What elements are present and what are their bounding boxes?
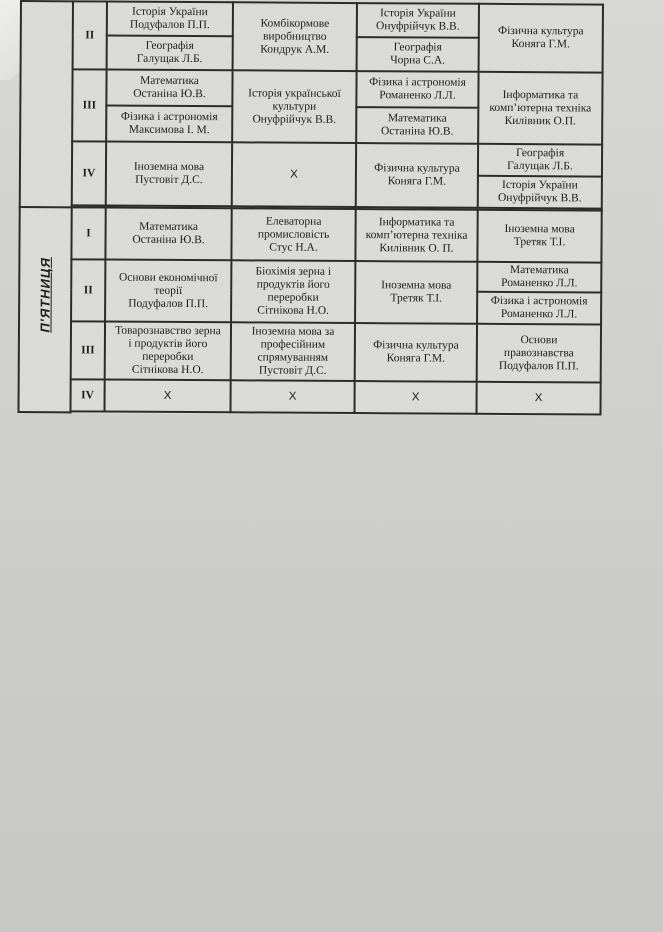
table-row <box>20 141 602 177</box>
empty-slot-mark: X <box>232 142 356 207</box>
table-row <box>18 379 600 415</box>
empty-slot-mark: X <box>104 380 230 413</box>
table-cell: Історія України Онуфрійчук В.В. <box>478 176 602 209</box>
table-cell: Інформатика та комп’ютерна техніка Килівник О. П. <box>355 209 477 262</box>
previous-day-cell <box>20 1 73 207</box>
table-cell: Товарознавство зерна і продуктів його переробки Сітнікова Н.О. <box>105 322 231 381</box>
schedule-table <box>17 0 604 417</box>
table-cell: Іноземна мова Третяк Т.І. <box>355 261 477 324</box>
empty-slot-mark: X <box>476 382 600 415</box>
day-label: П'ЯТНИЦЯ <box>37 257 53 333</box>
lesson-number: IV <box>72 141 106 205</box>
table-cell: Фізика і астрономія Романенко Л.Л. <box>477 292 601 325</box>
table-cell: Фізика і астрономія Романенко Л.Л. <box>356 71 478 108</box>
table-cell: Інформатика та комп’ютерна техніка Килівник О.П. <box>478 72 602 145</box>
lesson-number: II <box>73 1 107 69</box>
day-label-cell <box>18 207 71 412</box>
table-row <box>20 69 602 109</box>
table-cell: Географія Чорна С.А. <box>357 37 479 72</box>
lesson-number: IV <box>70 379 104 411</box>
table-cell: Географія Галущак Л.Б. <box>107 36 233 71</box>
table-cell: Історія України Подуфалов П.П. <box>107 2 233 37</box>
table-cell: Фізична культура Коняга Г.М. <box>356 143 478 208</box>
table-cell: Математика Останіна Ю.В. <box>105 208 231 261</box>
schedule-sheet <box>17 0 605 441</box>
table-row <box>21 1 603 39</box>
lesson-number: I <box>71 207 105 259</box>
table-row <box>19 207 601 263</box>
table-cell: Комбікормове виробництво Кондрук А.М. <box>233 2 357 71</box>
table-cell: Іноземна мова Третяк Т.І. <box>477 210 601 263</box>
table-cell: Основи економічної теорії Подуфалов П.П. <box>105 260 231 323</box>
table-cell: Елеваторна промисловість Стус Н.А. <box>231 208 355 261</box>
table-cell: Біохімія зерна і продуктів його переробки Сітнікова Н.О. <box>231 260 355 323</box>
table-cell: Географія Галущак Л.Б. <box>478 144 602 177</box>
table-cell: Фізична культура Коняга Г.М. <box>355 323 477 382</box>
table-cell: Фізична культура Коняга Г.М. <box>479 4 603 73</box>
table-cell: Математика Романенко Л.Л. <box>477 262 601 293</box>
table-cell: Математика Останіна Ю.В. <box>106 70 232 107</box>
empty-slot-mark: X <box>230 380 354 413</box>
table-cell: Математика Останіна Ю.В. <box>356 107 478 144</box>
table-row <box>19 259 601 293</box>
table-cell: Історія української культури Онуфрійчук В.В. <box>232 70 356 143</box>
table-cell: Основи правознавства Подуфалов П.П. <box>477 324 601 383</box>
lesson-number: II <box>71 259 105 321</box>
empty-slot-mark: X <box>354 381 476 414</box>
lesson-number: III <box>72 69 106 141</box>
table-cell: Фізика і астрономія Максимова І. М. <box>106 106 232 143</box>
lesson-number: III <box>71 321 105 379</box>
table-cell: Іноземна мова Пустовіт Д.С. <box>106 142 232 207</box>
table-cell: Історія України Онуфрійчук В.В. <box>357 3 479 38</box>
table-cell: Іноземна мова за професійним спрямуванням Пустовіт Д.С. <box>231 322 355 381</box>
table-row <box>19 321 601 383</box>
